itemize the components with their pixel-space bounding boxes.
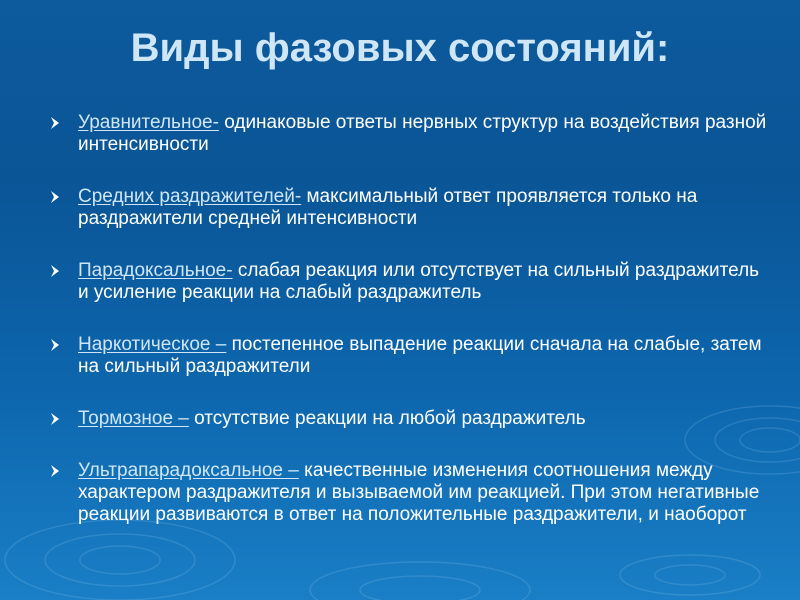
bullet-term: Уравнительное- xyxy=(78,112,219,133)
bullet-definition: качественные изменения соотношения между характером раздражителя и вызываемой им реакцией. При этом негативные реакции развиваются в ответ на положительные раздражители, и наоборот xyxy=(78,460,760,525)
arrowhead-bullet-icon xyxy=(50,338,60,352)
bullet-list xyxy=(50,112,770,526)
bullet-item-equalizing xyxy=(50,112,770,156)
slide-title: Виды фазовых состояний: xyxy=(130,26,670,70)
arrowhead-bullet-icon xyxy=(50,190,60,204)
bullet-term: Ультрапарадоксальное – xyxy=(78,460,299,481)
bullet-definition: одинаковые ответы нервных структур на воздействия разной интенсивности xyxy=(78,112,767,155)
bullet-definition: отсутствие реакции на любой раздражитель xyxy=(194,408,586,429)
bullet-definition: постепенное выпадение реакции сначала на слабые, затем на сильный раздражители xyxy=(78,334,762,377)
bullet-term: Парадоксальное- xyxy=(78,260,233,281)
bullet-term: Средних раздражителей- xyxy=(78,186,302,207)
bullet-item-narcotic xyxy=(50,334,770,378)
bullet-item-paradoxical xyxy=(50,260,770,304)
bullet-item-ultraparadoxical xyxy=(50,460,770,526)
bullet-item-inhibitory xyxy=(50,408,770,430)
arrowhead-bullet-icon xyxy=(50,412,60,426)
bullet-definition: слабая реакция или отсутствует на сильный раздражитель и усиление реакции на слабый раздражитель xyxy=(78,260,760,303)
bullet-definition: максимальный ответ проявляется только на раздражители средней интенсивности xyxy=(78,186,698,229)
arrowhead-bullet-icon xyxy=(50,116,60,130)
arrowhead-bullet-icon xyxy=(50,264,60,278)
arrowhead-bullet-icon xyxy=(50,464,60,478)
bullet-item-medium-stimuli xyxy=(50,186,770,230)
bullet-term: Тормозное – xyxy=(78,408,189,429)
bullet-term: Наркотическое – xyxy=(78,334,227,355)
